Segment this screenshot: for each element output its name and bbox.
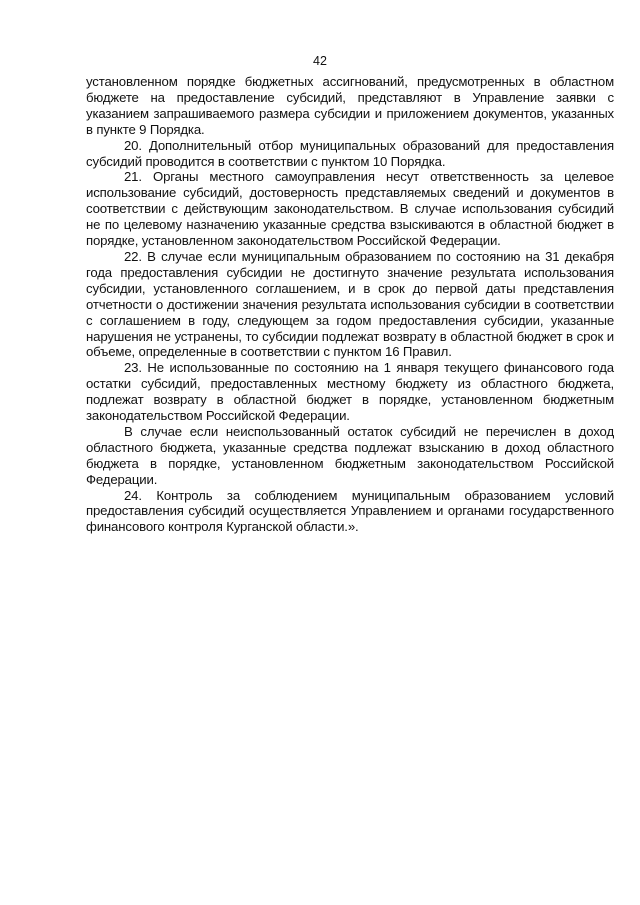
paragraph-22: 22. В случае если муниципальным образованием по состоянию на 31 декабря года предоставления субсидии не достигнуто значение результата использования субсидии, установленного соглашением, и в срок до первой даты представления отчетности о достижении значения результата использования субсидии в соответствии с соглашением в году, следующем за годом предоставления субсидии, указанные нарушения не устранены, то субсидии подлежат возврату в областной бюджет в срок и объеме, определенные в соответствии с пунктом 16 Правил.	[86, 248, 614, 360]
paragraph-23-continuation: В случае если неиспользованный остаток субсидий не перечислен в доход областного бюджета, указанные средства подлежат взысканию в доход областного бюджета в порядке, установленном бюджетным законодательством Российской Федерации.	[86, 423, 614, 487]
paragraph-continuation: установленном порядке бюджетных ассигнований, предусмотренных в областном бюджете на предоставление субсидий, представляют в Управление заявки с указанием запрашиваемого размера субсидии и приложением документов, указанных в пункте 9 Порядка.	[86, 74, 614, 137]
document-body	[86, 74, 614, 535]
paragraph-23: 23. Не использованные по состоянию на 1 января текущего финансового года остатки субсидий, предоставленных местному бюджету из областного бюджета, подлежат возврату в областной бюджет в порядке, установленном бюджетным законодательством Российской Федерации.	[86, 360, 614, 424]
paragraph-24: 24. Контроль за соблюдением муниципальным образованием условий предоставления субсидий осуществляется Управлением и органами государственного финансового контроля Курганской области.».	[86, 487, 614, 535]
paragraph-20: 20. Дополнительный отбор муниципальных образований для предоставления субсидий проводится в соответствии с пунктом 10 Порядка.	[86, 137, 614, 169]
page-number: 42	[313, 54, 327, 68]
paragraph-21: 21. Органы местного самоуправления несут ответственность за целевое использование субсидий, достоверность представляемых сведений и документов в соответствии с действующим законодательством. В случае использования субсидий не по целевому назначению указанные средства взыскиваются в областной бюджет в порядке, установленном законодательством Российской Федерации.	[86, 169, 614, 249]
